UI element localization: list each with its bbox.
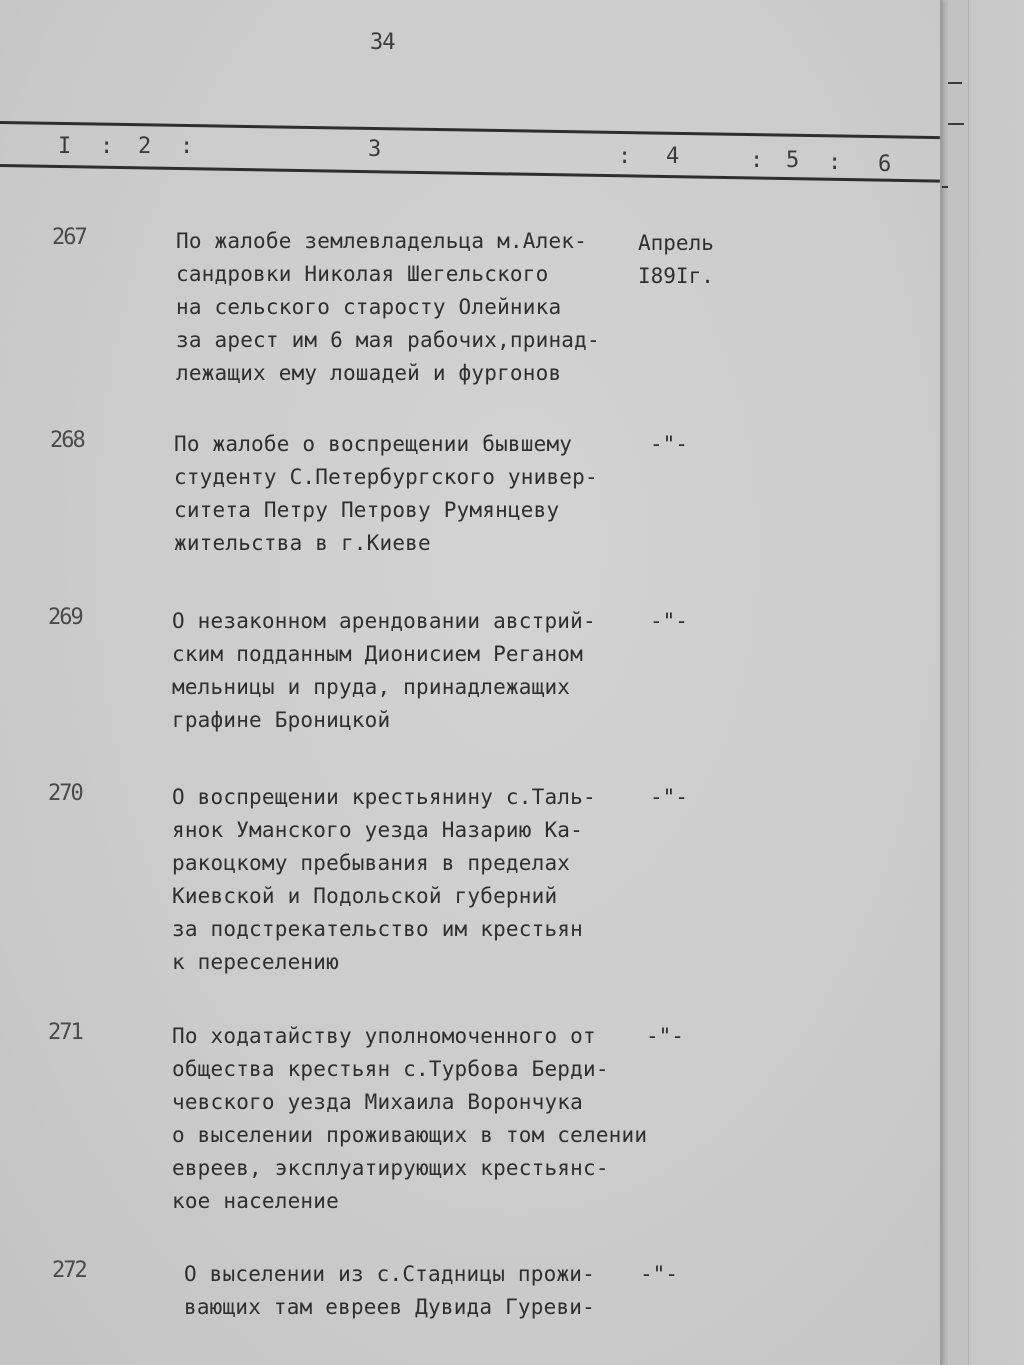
margin-tick [948,82,962,84]
entry-line: кое население [172,1189,339,1213]
entry-line: По жалобе о воспрещении бывшему [174,432,573,456]
entry-description [172,1020,647,1218]
entry-line: чевского уезда Михаила Ворончука [172,1090,583,1114]
entry-description [184,1258,595,1324]
entry-number: 271 [48,1020,82,1045]
entry-number: 272 [52,1258,86,1283]
ditto-mark: -"- [646,1024,684,1048]
column-separator: : [100,134,114,159]
entry-line: вающих там евреев Дувида Гуреви- [184,1295,595,1319]
date-year: I89Iг. [638,264,714,288]
column-header-3: 3 [368,137,382,162]
column-header-1: I [58,134,72,159]
entry-line: Киевской и Подольской губерний [172,884,558,908]
column-header-6: 6 [878,152,892,177]
entry-number: 270 [48,781,82,806]
entry-date [638,227,714,293]
entry-line: за арест им 6 мая рабочих,принад- [176,328,600,352]
entry-line: ракоцкому пребывания в пределах [172,851,571,875]
column-header-4: 4 [666,144,680,169]
entry-description [174,428,598,560]
ditto-mark: -"- [650,432,688,456]
date-month: Апрель [638,231,714,255]
entry-line: сандровки Николая Шегельского [176,262,549,286]
ditto-mark: -"- [650,609,688,633]
page-number: 34 [370,30,395,55]
entry-line: ситета Петру Петрову Румянцеву [174,498,560,522]
ditto-mark: -"- [650,785,688,809]
entry-line: По жалобе землевладельца м.Алек- [176,229,587,253]
margin-tick [948,123,964,125]
ditto-mark: -"- [640,1262,678,1286]
entry-line: О воспрещении крестьянину с.Таль- [172,785,596,809]
column-header-2: 2 [138,134,152,159]
entry-description [172,781,596,979]
entry-line: на сельского старосту Олейника [176,295,562,319]
entry-line: общества крестьян с.Турбова Берди- [172,1057,609,1081]
entry-line: о выселении проживающих в том селении [172,1123,648,1147]
entry-line: По ходатайству уполномоченного от [172,1024,596,1048]
entry-line: ским подданным Дионисием Реганом [172,642,583,666]
entry-line: янок Уманского уезда Назарию Ка- [172,818,583,842]
column-separator: : [180,134,194,159]
entry-number: 267 [52,225,86,250]
entry-line: О незаконном арендовании австрий- [172,609,596,633]
entry-line: лежащих ему лошадей и фургонов [176,361,562,385]
entry-description [176,225,600,390]
column-separator: : [750,148,764,173]
column-separator: : [618,144,632,169]
underlying-page-edge [948,0,969,1365]
entry-description [172,605,596,737]
entry-line: евреев, эксплуатирующих крестьянс- [172,1156,609,1180]
entry-line: О выселении из с.Стадницы прожи- [184,1262,595,1286]
entry-line: графине Броницкой [172,708,391,732]
entry-line: мельницы и пруда, принадлежащих [172,675,571,699]
entry-number: 269 [48,605,82,630]
entry-line: жительства в г.Киеве [174,531,431,555]
entry-line: за подстрекательство им крестьян [172,917,583,941]
column-header-5: 5 [786,148,800,173]
column-separator: : [828,150,842,175]
entry-line: студенту С.Петербургского универ- [174,465,598,489]
entry-line: к переселению [172,950,339,974]
entry-number: 268 [50,428,84,453]
